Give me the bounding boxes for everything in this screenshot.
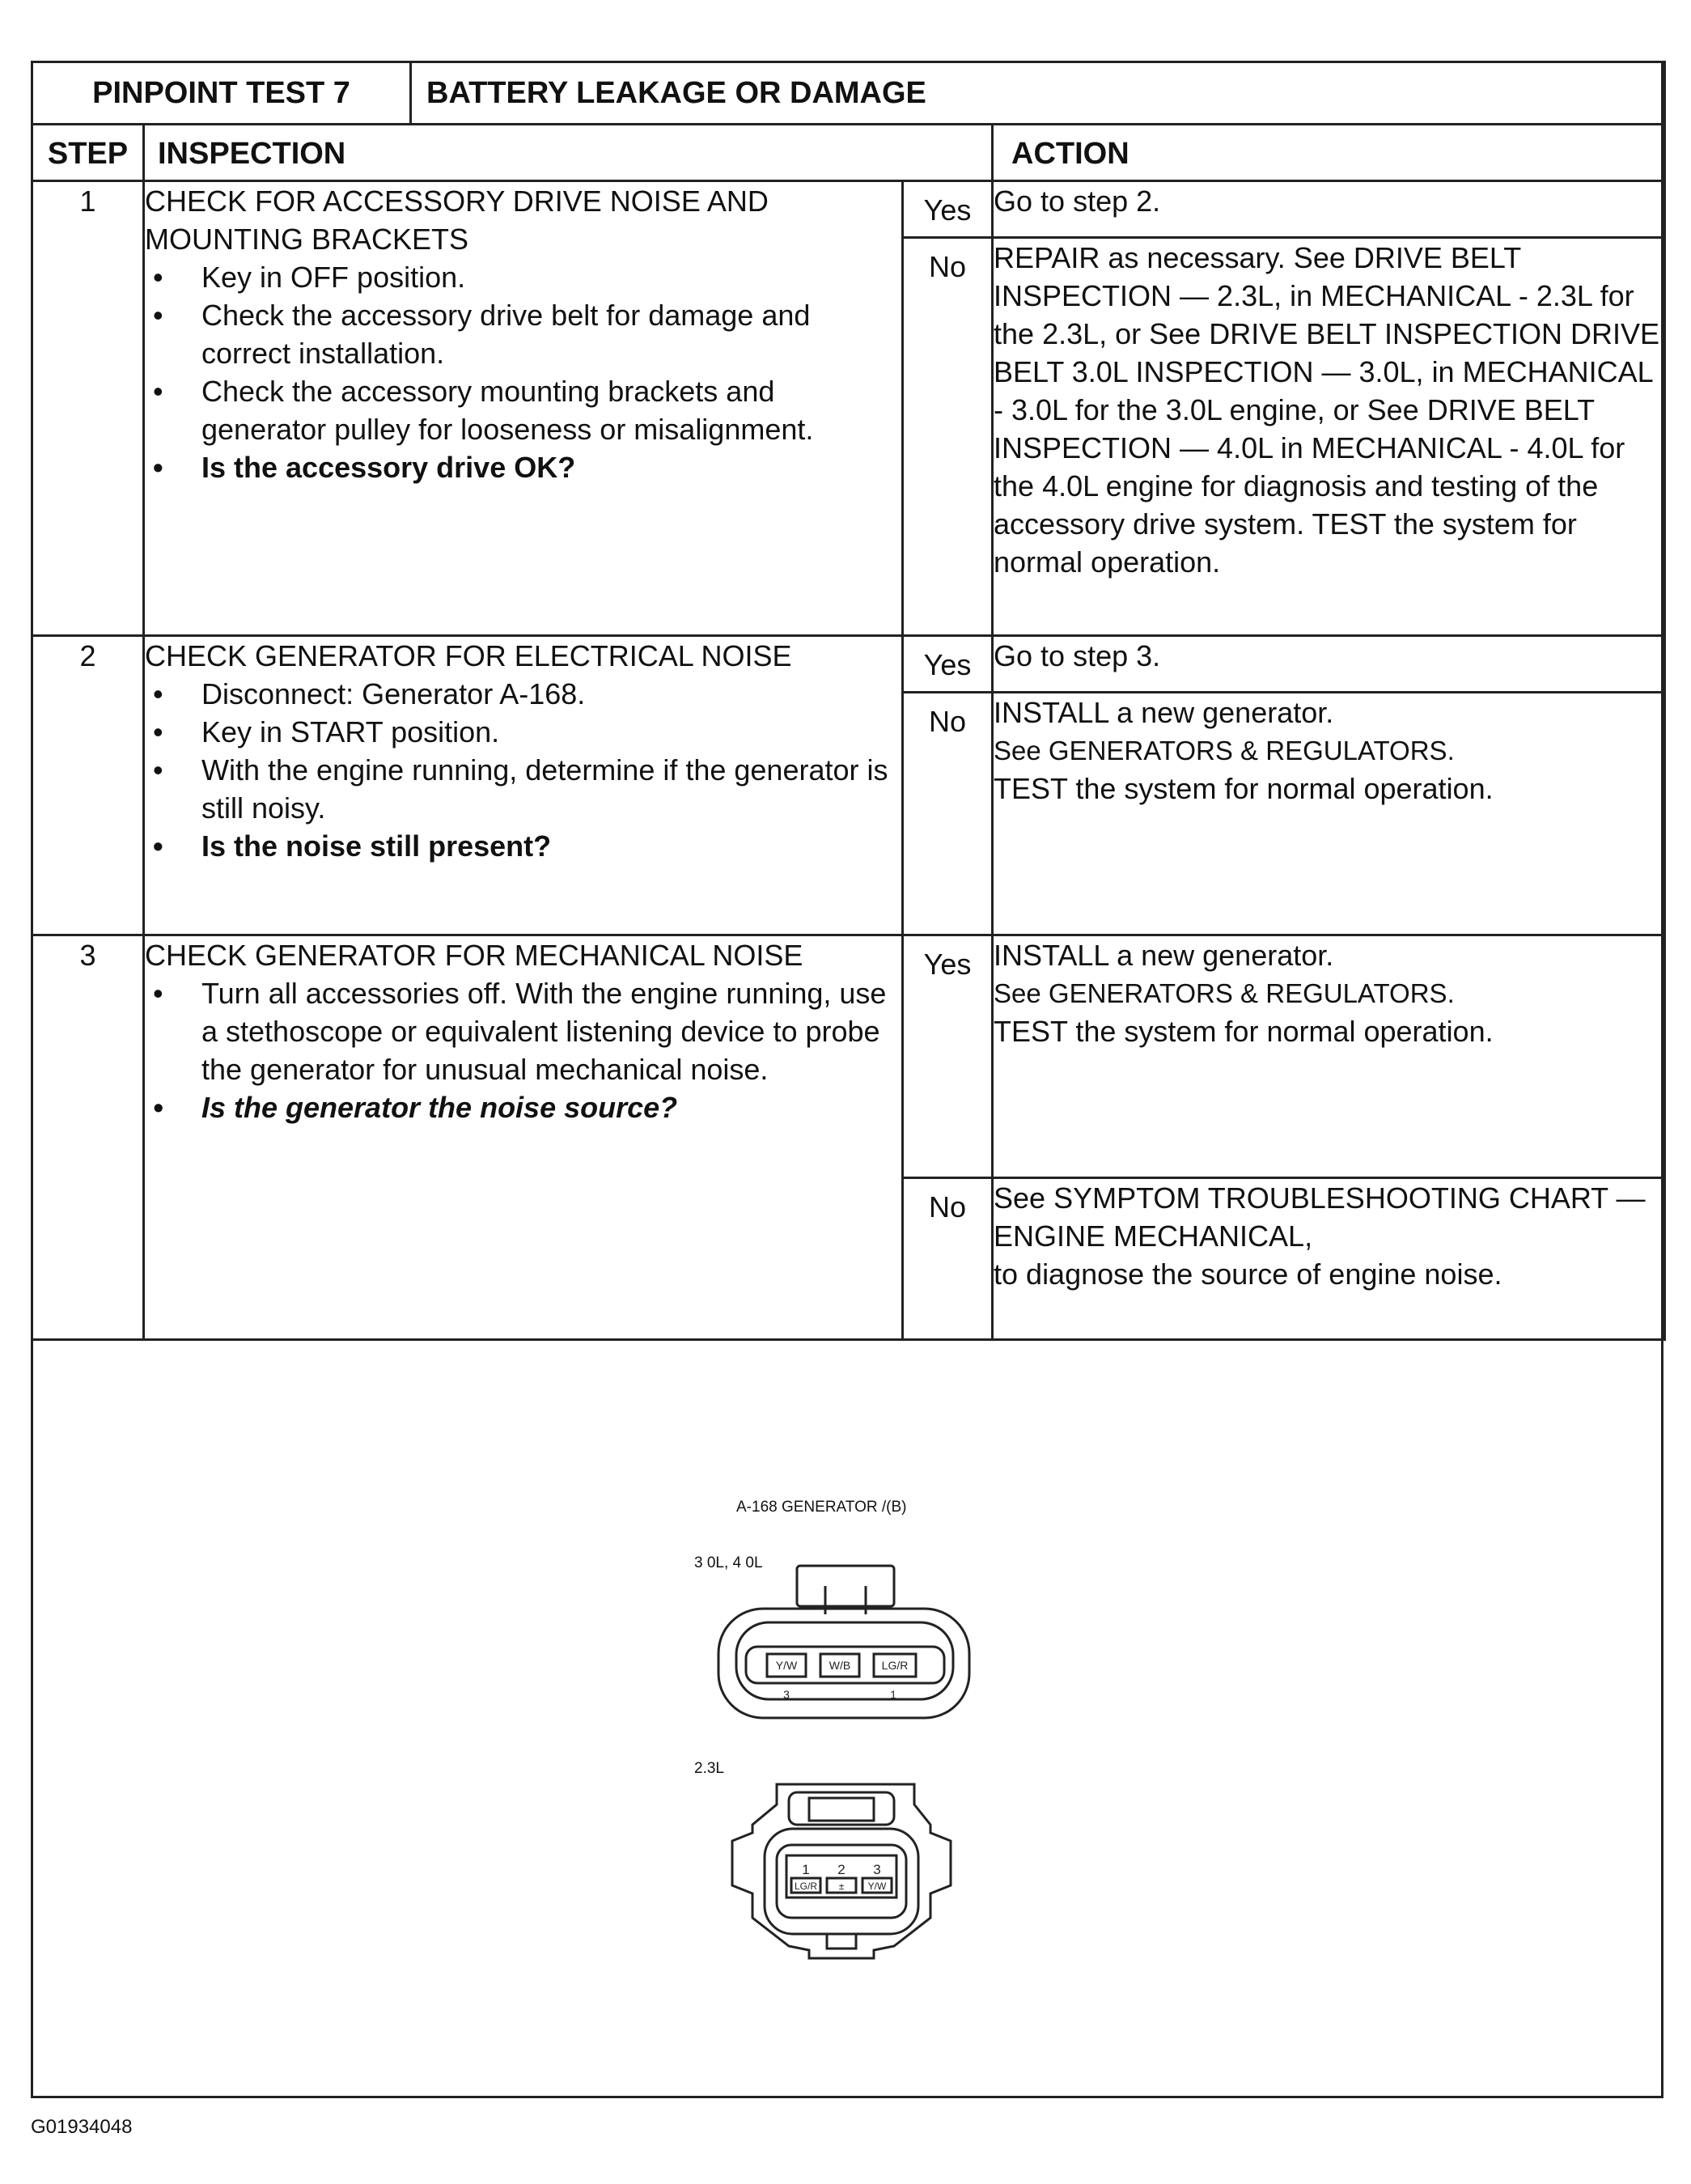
step-2-bullet-3: • With the engine running, determine if the generator is still noisy.: [177, 751, 901, 827]
step-2-inspection: [144, 636, 903, 935]
step-3-no-action-2: to diagnose the source of engine noise.: [994, 1257, 1502, 1291]
step-3-bullet-1: • Turn all accessories off. With the engine running, use a stethoscope or equivalent listening device to probe the generator for unusual mechanical noise.: [177, 974, 901, 1088]
bottom-pin-1: LG/R: [794, 1881, 818, 1892]
pinpoint-test-table: [31, 61, 1666, 1341]
step-3-number: 3: [32, 935, 144, 1340]
step-3-yes-action-3: TEST the system for normal operation.: [994, 1015, 1494, 1048]
bottom-pin-number-2: 2: [837, 1862, 846, 1877]
step-1-number: 1: [32, 181, 144, 636]
step-3-no-label: No: [903, 1178, 993, 1340]
step-1-title: CHECK FOR ACCESSORY DRIVE NOISE AND MOUNTING BRACKETS: [145, 184, 769, 256]
step-2-bullets: [145, 675, 901, 865]
step-1-bullet-2: • Check the accessory drive belt for damage and correct installation.: [177, 296, 901, 372]
top-pin-1: Y/W: [775, 1659, 798, 1672]
step-2-no-action-2: See GENERATORS & REGULATORS.: [994, 736, 1455, 765]
step-2-no-action: [993, 693, 1665, 935]
step-1-inspection: [144, 181, 903, 636]
step-2-yes-action: Go to step 3.: [993, 636, 1665, 693]
figure-title: A-168 GENERATOR /(B): [736, 1499, 907, 1516]
step-1-bullets: [145, 258, 901, 486]
step-1-yes-row: [32, 181, 1665, 238]
step-2-yes-row: [32, 636, 1665, 693]
step-3-no-action: [993, 1178, 1665, 1340]
step-3-yes-action-2: See GENERATORS & REGULATORS.: [994, 978, 1455, 1008]
step-2-bullet-2: • Key in START position.: [177, 713, 901, 751]
top-pin-number-1: 1: [890, 1688, 896, 1701]
step-3-yes-row: [32, 935, 1665, 1178]
step-2-number: 2: [32, 636, 144, 935]
bottom-pin-number-1: 1: [802, 1862, 810, 1877]
step-1-bullet-1: • Key in OFF position.: [177, 258, 901, 296]
step-3-yes-label: Yes: [903, 935, 993, 1178]
step-1-yes-action: Go to step 2.: [993, 181, 1665, 238]
step-2-yes-label: Yes: [903, 636, 993, 693]
step-2-no-action-1: INSTALL a new generator.: [994, 696, 1334, 729]
top-pin-2: W/B: [829, 1659, 851, 1672]
bottom-pin-number-3: 3: [873, 1862, 881, 1877]
col-step: STEP: [32, 125, 144, 181]
connector-label-2-3: 2.3L: [694, 1760, 724, 1777]
step-3-bullets: [145, 974, 901, 1126]
step-3-yes-action-1: INSTALL a new generator.: [994, 939, 1334, 972]
test-title: BATTERY LEAKAGE OR DAMAGE: [411, 62, 1665, 125]
column-header-row: [32, 125, 1665, 181]
top-pin-number-3: 3: [783, 1688, 790, 1701]
step-1-question: • Is the accessory drive OK?: [177, 448, 901, 486]
step-1-no-action: REPAIR as necessary. See DRIVE BELT INSPECTION — 2.3L, in MECHANICAL - 2.3L for the 2.3L, or See DRIVE BELT INSPECTION DRIVE BELT 3.0L INSPECTION — 3.0L, in MECHANICAL - 3.0L for the 3.0L engine, or See DRIVE BELT INSPECTION — 4.0L in MECHANICAL - 4.0L for the 4.0L engine for diagnosis and testing of the accessory drive system. TEST the system for normal operation.: [993, 238, 1665, 636]
step-2-bullet-1: • Disconnect: Generator A-168.: [177, 675, 901, 713]
step-2-no-action-3: TEST the system for normal operation.: [994, 772, 1494, 805]
title-row: [32, 62, 1665, 125]
bottom-pin-3: Y/W: [867, 1881, 887, 1892]
connector-label-3-0-4-0: 3 0L, 4 0L: [694, 1554, 763, 1571]
step-3-yes-action: [993, 935, 1665, 1178]
top-pin-3: LG/R: [881, 1659, 909, 1672]
col-action: ACTION: [993, 125, 1665, 181]
step-3-inspection: [144, 935, 903, 1340]
col-inspection: INSPECTION: [144, 125, 993, 181]
figure-id: G01934048: [31, 2116, 133, 2138]
step-3-no-action-1: See SYMPTOM TROUBLESHOOTING CHART — ENGINE MECHANICAL,: [994, 1181, 1646, 1253]
step-1-yes-label: Yes: [903, 181, 993, 238]
bottom-pin-2: ±: [838, 1881, 845, 1892]
test-label: PINPOINT TEST 7: [32, 62, 411, 125]
step-2-question: • Is the noise still present?: [177, 827, 901, 865]
step-1-no-label: No: [903, 238, 993, 636]
step-1-bullet-3: • Check the accessory mounting brackets and generator pulley for looseness or misalignment.: [177, 372, 901, 448]
step-2-no-label: No: [903, 693, 993, 935]
step-3-question: • Is the generator the noise source?: [177, 1088, 901, 1126]
step-2-title: CHECK GENERATOR FOR ELECTRICAL NOISE: [145, 639, 792, 672]
step-3-title: CHECK GENERATOR FOR MECHANICAL NOISE: [145, 939, 803, 972]
